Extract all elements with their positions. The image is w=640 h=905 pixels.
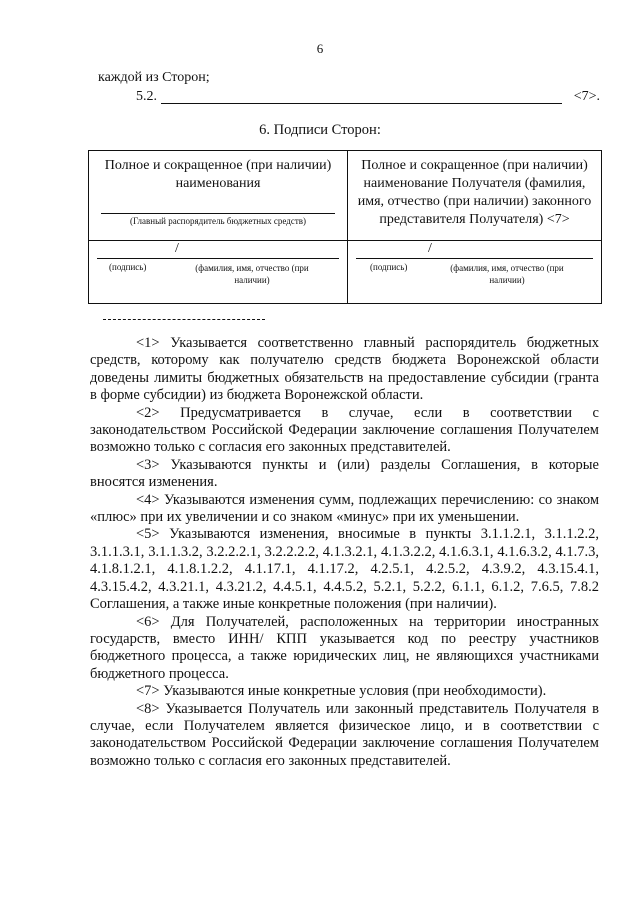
section-heading: 6. Подписи Сторон: <box>259 122 381 138</box>
footnote-1: <1> Указывается соответственно главный распорядитель бюджетных средств, которому как получателю средств бюджета Воронежской области доведены лимиты бюджетных обязательств на предоставление субсидии (гранта в форме субсидии) из бюджета Воронежской области. <box>90 335 599 404</box>
recipient-signature-slash: / <box>428 241 432 256</box>
grantor-sign-label: (подпись) <box>109 262 147 272</box>
item-number: 5.2. <box>136 89 157 104</box>
page-number: 6 <box>316 41 324 56</box>
grantor-name-cell <box>89 151 348 241</box>
signature-table <box>88 150 602 304</box>
grantor-fio-label: (фамилия, имя, отчество (при наличии) <box>195 263 309 285</box>
recipient-name-title: Полное и сокращенное (при наличии) наименование Получателя (фамилия, имя, отчество (при наличии) законного представителя Получателя) <7> <box>357 158 592 227</box>
footnote-5: <5> Указываются изменения, вносимые в пункты 3.1.1.2.1, 3.1.1.2.2, 3.1.1.3.1, 3.1.1.3.2, 3.2.2.2.1, 3.2.2.2.2, 4.1.3.2.1, 4.1.3.2.2, 4.1.6.3.1, 4.1.6.3.2, 4.1.7.3, 4.1.8.1.2.1, 4.1.8.1.2.2, 4.1.17.1, 4.1.17.2, 4.2.5.1, 4.2.5.2, 4.3.9.2, 4.3.15.4.1, 4.3.15.4.2, 4.3.21.1, 4.3.21.2, 4.4.5.1, 4.4.5.2, 5.2.1, 5.2.2, 6.1.1, 6.1.2, 7.6.5, 7.8.2 Соглашения, а также иные конкретные положения (при наличии). <box>90 526 599 613</box>
recipient-signature-line <box>356 258 593 259</box>
intro-line: каждой из Сторон; <box>98 70 210 85</box>
recipient-signature-cell <box>348 241 602 304</box>
footnote-8: <8> Указывается Получатель или законный представитель Получателя в случае, если Получателем является физическое лицо, и в соответствии с законодательством Российской Федерации заключение соглашения Получателем возможно только с согласия его законных представителей. <box>90 700 599 769</box>
grantor-name-title: Полное и сокращенное (при наличии) наименования <box>104 158 332 191</box>
footnotes <box>90 335 599 770</box>
fill-in-line <box>161 103 562 104</box>
grantor-signature-cell <box>89 241 348 304</box>
footnote-3: <3> Указываются пункты и (или) разделы Соглашения, в которые вносятся изменения. <box>90 456 599 491</box>
footnote-separator <box>103 319 265 320</box>
recipient-name-cell <box>348 151 602 241</box>
recipient-fio-label: (фамилия, имя, отчество (при наличии) <box>450 263 564 285</box>
footnote-2: <2> Предусматривается в случае, если в соответствии с законодательством Российской Федерации заключение соглашения Получателем возможно только с согласия его законных представителей. <box>90 404 599 456</box>
item-5-2 <box>136 89 600 107</box>
footnote-4: <4> Указываются изменения сумм, подлежащих перечислению: со знаком «плюс» при их увеличении и со знаком «минус» при их уменьшении. <box>90 491 599 526</box>
footnote-6: <6> Для Получателей, расположенных на территории иностранных государств, вместо ИНН/ КПП указывается код по реестру участников бюджетного процесса, а также юридических лиц, не являющихся участниками бюджетного процесса. <box>90 613 599 682</box>
grantor-signature-slash: / <box>175 241 179 256</box>
recipient-sign-label: (подпись) <box>370 262 408 272</box>
footnote-7: <7> Указываются иные конкретные условия (при необходимости). <box>136 683 547 700</box>
grantor-signature-line <box>97 258 339 259</box>
item-note-ref: <7>. <box>573 89 600 104</box>
grantor-subcaption: (Главный распорядитель бюджетных средств) <box>130 216 306 226</box>
